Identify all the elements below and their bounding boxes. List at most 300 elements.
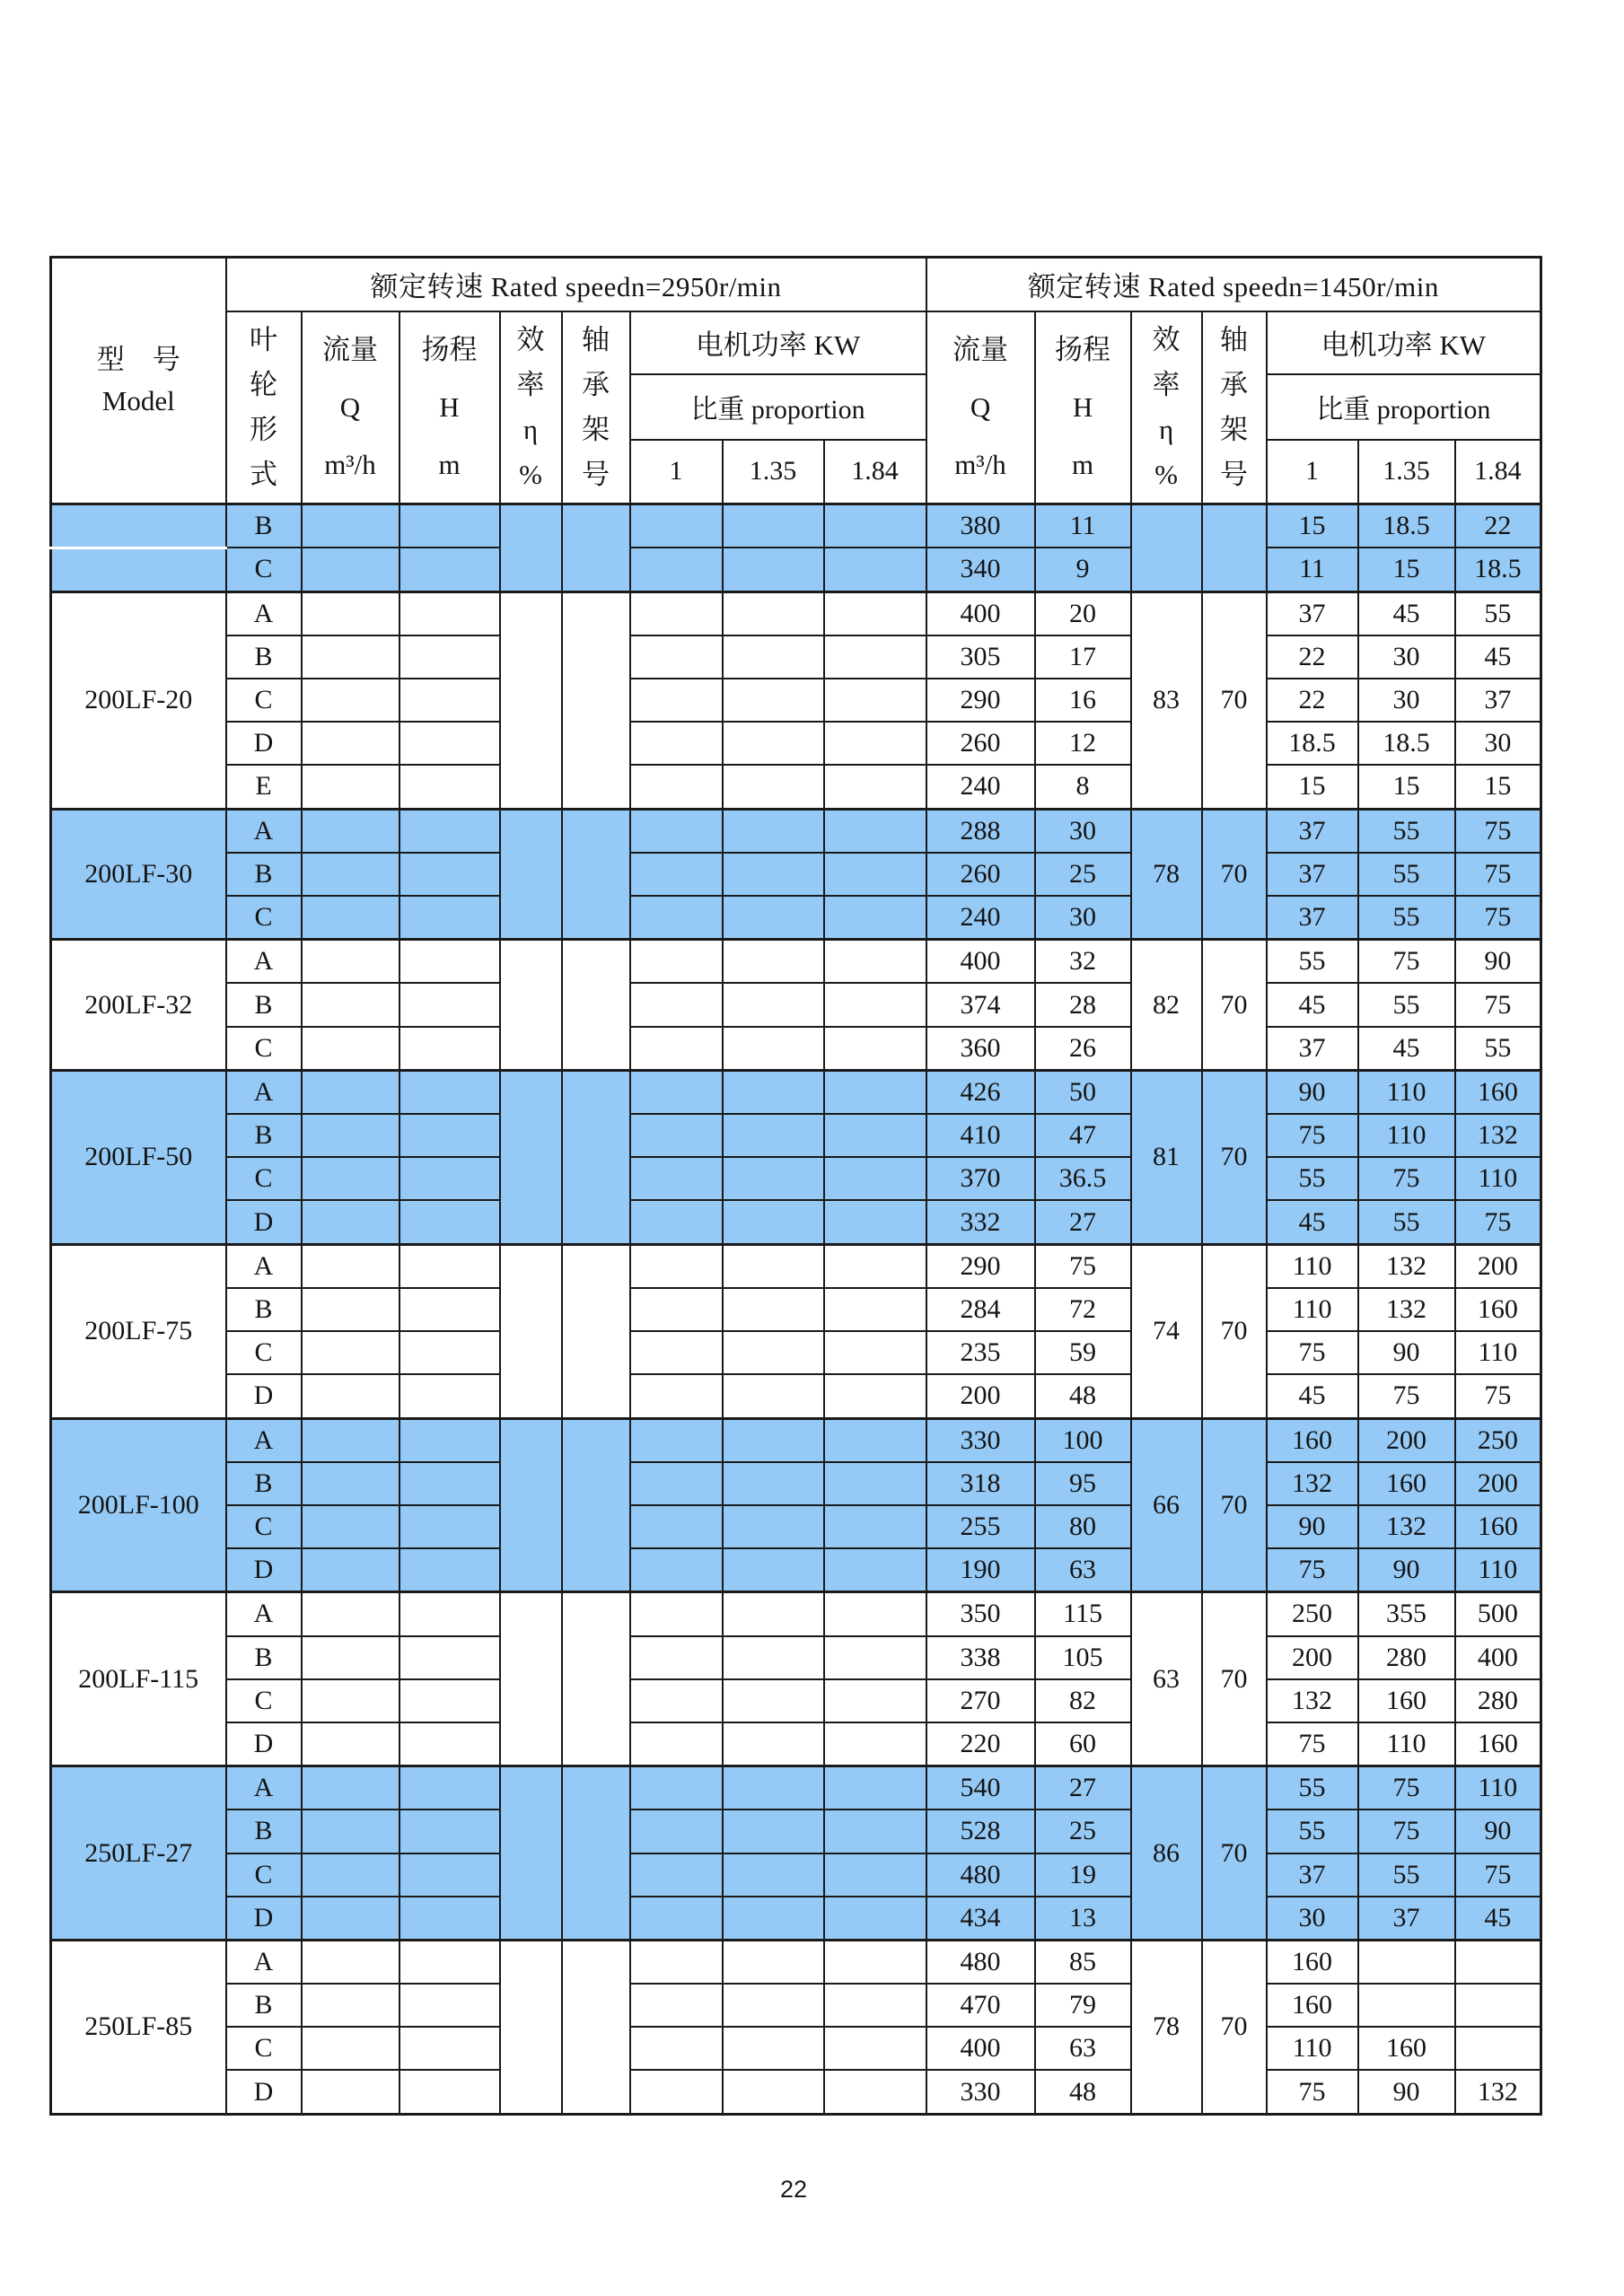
power-1450-ratio1-cell: 160 xyxy=(1267,1940,1358,1984)
power-1450-ratio1-cell: 75 xyxy=(1267,1548,1358,1592)
bearing-1450-cell: 70 xyxy=(1202,1418,1267,1592)
bearing-2950-cell xyxy=(562,809,630,940)
power-1450-ratio1-cell: 45 xyxy=(1267,983,1358,1026)
head-2950-cell xyxy=(399,1462,500,1505)
efficiency-2950-cell xyxy=(500,1070,562,1244)
power-2950-ratio184-cell xyxy=(824,1331,926,1374)
impeller-cell: A xyxy=(226,940,302,984)
efficiency-1450-cell: 86 xyxy=(1131,1766,1202,1941)
head-2950-cell xyxy=(399,1331,500,1374)
head-1450-cell: 9 xyxy=(1035,548,1131,592)
power-2950-ratio1-cell xyxy=(630,1027,723,1071)
flow-1450-cell: 240 xyxy=(926,896,1035,940)
flow-2950-cell xyxy=(302,896,399,940)
head-1450-cell: 30 xyxy=(1035,896,1131,940)
bearing-1450-cell: 70 xyxy=(1202,940,1267,1071)
flow-1450-cell: 350 xyxy=(926,1592,1035,1636)
power-1450-ratio184-cell: 280 xyxy=(1455,1679,1541,1722)
flow-1450-cell: 480 xyxy=(926,1853,1035,1897)
flow-1450-cell: 340 xyxy=(926,548,1035,592)
impeller-cell: A xyxy=(226,1244,302,1288)
flow-1450-cell: 338 xyxy=(926,1636,1035,1679)
impeller-cell: C xyxy=(226,1853,302,1897)
power-2950-ratio135-cell xyxy=(723,1027,824,1071)
impeller-cell: C xyxy=(226,1679,302,1722)
head-1450-cell: 11 xyxy=(1035,504,1131,548)
power-2950-ratio184-cell xyxy=(824,1766,926,1810)
power-1450-ratio135-cell: 160 xyxy=(1358,1679,1455,1722)
bearing-2950-cell xyxy=(562,1766,630,1941)
head-2950-cell xyxy=(399,1810,500,1853)
power-1450-ratio1-cell: 37 xyxy=(1267,809,1358,853)
bearing-2950-cell xyxy=(562,1070,630,1244)
head-2950-cell xyxy=(399,548,500,592)
power-2950-ratio135-cell xyxy=(723,1114,824,1157)
flow-2950-cell xyxy=(302,679,399,722)
power-2950-ratio1-cell xyxy=(630,1897,723,1941)
flow-1450-cell: 240 xyxy=(926,765,1035,809)
power-2950-ratio184-cell xyxy=(824,548,926,592)
efficiency-1450-cell: 78 xyxy=(1131,1940,1202,2114)
power-2950-ratio184-cell xyxy=(824,1636,926,1679)
impeller-cell: B xyxy=(226,1984,302,2027)
head-2950-cell xyxy=(399,896,500,940)
efficiency-1450-cell xyxy=(1131,504,1202,592)
power-1450-ratio1-cell: 55 xyxy=(1267,1766,1358,1810)
power-1450-ratio184-cell: 45 xyxy=(1455,1897,1541,1941)
bearing-1450-cell: 70 xyxy=(1202,1592,1267,1766)
power-2950-ratio184-cell xyxy=(824,1505,926,1548)
power-1450-ratio135-cell: 132 xyxy=(1358,1244,1455,1288)
model-cell: 200LF-32 xyxy=(51,940,226,1071)
model-cell: 200LF-20 xyxy=(51,592,226,809)
flow-1450-cell: 374 xyxy=(926,983,1035,1026)
power-1450-ratio135-cell: 15 xyxy=(1358,765,1455,809)
flow-1450-cell: 270 xyxy=(926,1679,1035,1722)
flow-1450-cell: 255 xyxy=(926,1505,1035,1548)
power-2950-ratio135-cell xyxy=(723,1157,824,1200)
flow-1450-cell: 410 xyxy=(926,1114,1035,1157)
head-2950-cell xyxy=(399,853,500,896)
power-2950-ratio135-cell xyxy=(723,1505,824,1548)
flow-1450-cell: 360 xyxy=(926,1027,1035,1071)
power-2950-ratio135-cell xyxy=(723,1722,824,1766)
head-1450-cell: 48 xyxy=(1035,1374,1131,1418)
efficiency-2950-cell xyxy=(500,1940,562,2114)
power-2950-ratio135-cell xyxy=(723,1200,824,1244)
power-2950-ratio135-cell xyxy=(723,1592,824,1636)
power-2950-ratio184-cell xyxy=(824,765,926,809)
power-2950-ratio1-cell xyxy=(630,1722,723,1766)
efficiency-1450-cell: 78 xyxy=(1131,809,1202,940)
power-1450-ratio135-cell: 55 xyxy=(1358,983,1455,1026)
power-2950-ratio1-cell xyxy=(630,1374,723,1418)
flow-1450-cell: 400 xyxy=(926,2027,1035,2070)
power-1450-ratio1-cell: 132 xyxy=(1267,1679,1358,1722)
flow-2950-cell xyxy=(302,940,399,984)
ratio-1-header-2950: 1 xyxy=(630,440,723,504)
power-1450-ratio1-cell: 37 xyxy=(1267,853,1358,896)
power-1450-ratio135-cell: 45 xyxy=(1358,1027,1455,1071)
bearing-2950-cell xyxy=(562,592,630,809)
flow-2950-cell xyxy=(302,1331,399,1374)
power-1450-ratio135-cell: 75 xyxy=(1358,940,1455,984)
head-1450-cell: 25 xyxy=(1035,853,1131,896)
power-2950-ratio1-cell xyxy=(630,722,723,765)
head-1450-cell: 12 xyxy=(1035,722,1131,765)
flow-2950-cell xyxy=(302,1853,399,1897)
power-1450-ratio1-cell: 90 xyxy=(1267,1505,1358,1548)
head-1450-cell: 80 xyxy=(1035,1505,1131,1548)
power-1450-ratio184-cell: 200 xyxy=(1455,1244,1541,1288)
head-1450-cell: 27 xyxy=(1035,1766,1131,1810)
head-1450-cell: 19 xyxy=(1035,1853,1131,1897)
power-2950-ratio135-cell xyxy=(723,1288,824,1331)
power-2950-ratio1-cell xyxy=(630,2070,723,2114)
bearing-1450-cell: 70 xyxy=(1202,592,1267,809)
model-column-header xyxy=(51,258,226,504)
bearing-2950-cell xyxy=(562,504,630,592)
power-2950-ratio1-cell xyxy=(630,853,723,896)
impeller-cell: A xyxy=(226,1070,302,1114)
flow-2950-cell xyxy=(302,853,399,896)
impeller-cell: C xyxy=(226,896,302,940)
power-1450-ratio184-cell: 200 xyxy=(1455,1462,1541,1505)
flow-2950-cell xyxy=(302,592,399,635)
flow-2950-cell xyxy=(302,1157,399,1200)
power-2950-ratio184-cell xyxy=(824,1070,926,1114)
power-2950-ratio135-cell xyxy=(723,1636,824,1679)
impeller-cell: D xyxy=(226,1722,302,1766)
flow-2950-cell xyxy=(302,1114,399,1157)
head-1450-cell: 28 xyxy=(1035,983,1131,1026)
power-2950-ratio135-cell xyxy=(723,722,824,765)
power-1450-ratio1-cell: 45 xyxy=(1267,1374,1358,1418)
power-2950-ratio184-cell xyxy=(824,2027,926,2070)
head-2950-cell xyxy=(399,1070,500,1114)
power-2950-ratio184-cell xyxy=(824,1853,926,1897)
model-cell: 200LF-30 xyxy=(51,809,226,940)
power-2950-ratio135-cell xyxy=(723,1374,824,1418)
impeller-cell: B xyxy=(226,504,302,548)
power-2950-ratio1-cell xyxy=(630,1288,723,1331)
flow-2950-cell xyxy=(302,1592,399,1636)
power-2950-ratio1-cell xyxy=(630,1679,723,1722)
power-2950-ratio1-cell xyxy=(630,1940,723,1984)
efficiency-2950-cell xyxy=(500,1592,562,1766)
head-1450-cell: 95 xyxy=(1035,1462,1131,1505)
bearing-column-header-1450: 轴 承 架 号 xyxy=(1202,311,1267,504)
head-1450-cell: 47 xyxy=(1035,1114,1131,1157)
section-header-2950: 额定转速 Rated speedn=2950r/min xyxy=(226,258,926,311)
head-1450-cell: 63 xyxy=(1035,1548,1131,1592)
flow-2950-cell xyxy=(302,1722,399,1766)
flow-2950-cell xyxy=(302,1679,399,1722)
power-1450-ratio135-cell: 355 xyxy=(1358,1592,1455,1636)
power-1450-ratio184-cell: 45 xyxy=(1455,635,1541,679)
efficiency-1450-cell: 74 xyxy=(1131,1244,1202,1418)
power-1450-ratio1-cell: 15 xyxy=(1267,765,1358,809)
impeller-cell: D xyxy=(226,2070,302,2114)
power-1450-ratio1-cell: 30 xyxy=(1267,1897,1358,1941)
power-1450-ratio1-cell: 22 xyxy=(1267,635,1358,679)
head-1450-cell: 75 xyxy=(1035,1244,1131,1288)
flow-1450-cell: 318 xyxy=(926,1462,1035,1505)
power-2950-ratio184-cell xyxy=(824,1592,926,1636)
impeller-cell: C xyxy=(226,548,302,592)
head-2950-cell xyxy=(399,1027,500,1071)
head-1450-cell: 30 xyxy=(1035,809,1131,853)
efficiency-column-header-2950: 效 率 η % xyxy=(500,311,562,504)
power-1450-ratio184-cell: 160 xyxy=(1455,1505,1541,1548)
power-1450-ratio1-cell: 45 xyxy=(1267,1200,1358,1244)
power-2950-ratio1-cell xyxy=(630,635,723,679)
head-1450-cell: 36.5 xyxy=(1035,1157,1131,1200)
flow-column-header-1450: 流量 Q m³/h xyxy=(926,311,1035,504)
head-1450-cell: 63 xyxy=(1035,2027,1131,2070)
power-2950-ratio184-cell xyxy=(824,504,926,548)
head-2950-cell xyxy=(399,1722,500,1766)
power-1450-ratio135-cell: 37 xyxy=(1358,1897,1455,1941)
power-2950-ratio1-cell xyxy=(630,765,723,809)
power-2950-ratio184-cell xyxy=(824,1157,926,1200)
power-1450-ratio1-cell: 22 xyxy=(1267,679,1358,722)
power-2950-ratio135-cell xyxy=(723,1418,824,1462)
efficiency-1450-cell: 66 xyxy=(1131,1418,1202,1592)
power-2950-ratio1-cell xyxy=(630,1810,723,1853)
efficiency-column-header-1450: 效 率 η % xyxy=(1131,311,1202,504)
head-2950-cell xyxy=(399,1940,500,1984)
power-1450-ratio1-cell: 37 xyxy=(1267,1853,1358,1897)
ratio-184-header-1450: 1.84 xyxy=(1455,440,1541,504)
flow-2950-cell xyxy=(302,765,399,809)
impeller-cell: B xyxy=(226,853,302,896)
power-1450-ratio135-cell: 55 xyxy=(1358,896,1455,940)
power-1450-ratio1-cell: 160 xyxy=(1267,1984,1358,2027)
power-1450-ratio1-cell: 15 xyxy=(1267,504,1358,548)
power-1450-ratio184-cell: 55 xyxy=(1455,1027,1541,1071)
flow-1450-cell: 480 xyxy=(926,1940,1035,1984)
impeller-cell: B xyxy=(226,1636,302,1679)
power-2950-ratio184-cell xyxy=(824,1897,926,1941)
table-body xyxy=(51,504,1541,2115)
flow-1450-cell: 330 xyxy=(926,2070,1035,2114)
power-1450-ratio184-cell xyxy=(1455,1940,1541,1984)
head-column-header-1450: 扬程 H m xyxy=(1035,311,1131,504)
flow-2950-cell xyxy=(302,635,399,679)
impeller-cell: A xyxy=(226,1418,302,1462)
head-2950-cell xyxy=(399,1853,500,1897)
flow-1450-cell: 288 xyxy=(926,809,1035,853)
power-2950-ratio1-cell xyxy=(630,1157,723,1200)
proportion-header-2950: 比重 proportion xyxy=(630,374,926,440)
head-2950-cell xyxy=(399,2027,500,2070)
flow-1450-cell: 380 xyxy=(926,504,1035,548)
power-2950-ratio135-cell xyxy=(723,1244,824,1288)
flow-2950-cell xyxy=(302,2027,399,2070)
section-header-1450: 额定转速 Rated speedn=1450r/min xyxy=(926,258,1541,311)
power-1450-ratio1-cell: 110 xyxy=(1267,1244,1358,1288)
power-1450-ratio184-cell xyxy=(1455,2027,1541,2070)
power-1450-ratio184-cell: 15 xyxy=(1455,765,1541,809)
impeller-cell: C xyxy=(226,2027,302,2070)
impeller-cell: C xyxy=(226,1157,302,1200)
flow-1450-cell: 528 xyxy=(926,1810,1035,1853)
power-2950-ratio1-cell xyxy=(630,1462,723,1505)
power-2950-ratio135-cell xyxy=(723,983,824,1026)
power-2950-ratio184-cell xyxy=(824,679,926,722)
power-1450-ratio184-cell: 75 xyxy=(1455,983,1541,1026)
head-2950-cell xyxy=(399,1288,500,1331)
flow-1450-cell: 260 xyxy=(926,722,1035,765)
power-2950-ratio184-cell xyxy=(824,853,926,896)
page-number: 22 xyxy=(779,2176,808,2203)
power-2950-ratio184-cell xyxy=(824,592,926,635)
power-1450-ratio135-cell: 15 xyxy=(1358,548,1455,592)
power-1450-ratio1-cell: 110 xyxy=(1267,2027,1358,2070)
power-2950-ratio135-cell xyxy=(723,1548,824,1592)
head-1450-cell: 20 xyxy=(1035,592,1131,635)
power-1450-ratio184-cell: 400 xyxy=(1455,1636,1541,1679)
flow-2950-cell xyxy=(302,1244,399,1288)
power-2950-ratio184-cell xyxy=(824,1462,926,1505)
flow-2950-cell xyxy=(302,1636,399,1679)
power-1450-ratio135-cell: 55 xyxy=(1358,809,1455,853)
head-2950-cell xyxy=(399,1897,500,1941)
flow-column-header-2950: 流量 Q m³/h xyxy=(302,311,399,504)
power-2950-ratio1-cell xyxy=(630,1331,723,1374)
head-2950-cell xyxy=(399,1548,500,1592)
efficiency-1450-cell: 81 xyxy=(1131,1070,1202,1244)
power-1450-ratio1-cell: 250 xyxy=(1267,1592,1358,1636)
power-1450-ratio184-cell: 18.5 xyxy=(1455,548,1541,592)
bearing-2950-cell xyxy=(562,940,630,1071)
power-2950-ratio135-cell xyxy=(723,809,824,853)
head-2950-cell xyxy=(399,504,500,548)
power-2950-ratio1-cell xyxy=(630,1766,723,1810)
power-2950-ratio1-cell xyxy=(630,809,723,853)
flow-2950-cell xyxy=(302,1418,399,1462)
flow-2950-cell xyxy=(302,1897,399,1941)
impeller-cell: B xyxy=(226,1114,302,1157)
flow-1450-cell: 470 xyxy=(926,1984,1035,2027)
impeller-cell: B xyxy=(226,1810,302,1853)
impeller-cell: A xyxy=(226,1940,302,1984)
head-2950-cell xyxy=(399,592,500,635)
power-1450-ratio184-cell: 90 xyxy=(1455,940,1541,984)
power-1450-ratio135-cell: 75 xyxy=(1358,1766,1455,1810)
power-1450-ratio135-cell: 160 xyxy=(1358,2027,1455,2070)
flow-2950-cell xyxy=(302,2070,399,2114)
flow-1450-cell: 370 xyxy=(926,1157,1035,1200)
power-1450-ratio1-cell: 90 xyxy=(1267,1070,1358,1114)
power-1450-ratio1-cell: 75 xyxy=(1267,1722,1358,1766)
power-2950-ratio1-cell xyxy=(630,592,723,635)
impeller-cell: D xyxy=(226,1548,302,1592)
head-column-header-2950: 扬程 H m xyxy=(399,311,500,504)
power-1450-ratio135-cell: 280 xyxy=(1358,1636,1455,1679)
flow-1450-cell: 290 xyxy=(926,679,1035,722)
head-2950-cell xyxy=(399,2070,500,2114)
power-1450-ratio1-cell: 110 xyxy=(1267,1288,1358,1331)
power-1450-ratio184-cell: 160 xyxy=(1455,1288,1541,1331)
power-1450-ratio1-cell: 75 xyxy=(1267,1114,1358,1157)
efficiency-1450-cell: 63 xyxy=(1131,1592,1202,1766)
flow-1450-cell: 220 xyxy=(926,1722,1035,1766)
flow-2950-cell xyxy=(302,1070,399,1114)
efficiency-2950-cell xyxy=(500,592,562,809)
flow-1450-cell: 426 xyxy=(926,1070,1035,1114)
power-2950-ratio1-cell xyxy=(630,1853,723,1897)
power-2950-ratio135-cell xyxy=(723,592,824,635)
power-2950-ratio1-cell xyxy=(630,1244,723,1288)
head-1450-cell: 26 xyxy=(1035,1027,1131,1071)
model-cell xyxy=(51,504,226,548)
power-2950-ratio135-cell xyxy=(723,548,824,592)
efficiency-2950-cell xyxy=(500,504,562,592)
efficiency-2950-cell xyxy=(500,1418,562,1592)
power-2950-ratio135-cell xyxy=(723,1853,824,1897)
power-2950-ratio135-cell xyxy=(723,765,824,809)
power-2950-ratio1-cell xyxy=(630,1418,723,1462)
power-1450-ratio184-cell: 160 xyxy=(1455,1070,1541,1114)
impeller-cell: A xyxy=(226,592,302,635)
model-cell: 200LF-75 xyxy=(51,1244,226,1418)
flow-2950-cell xyxy=(302,1940,399,1984)
power-2950-ratio184-cell xyxy=(824,2070,926,2114)
ratio-184-header-2950: 1.84 xyxy=(824,440,926,504)
impeller-cell: C xyxy=(226,1331,302,1374)
power-1450-ratio135-cell xyxy=(1358,1940,1455,1984)
head-1450-cell: 59 xyxy=(1035,1331,1131,1374)
head-1450-cell: 79 xyxy=(1035,1984,1131,2027)
power-2950-ratio135-cell xyxy=(723,853,824,896)
power-1450-ratio184-cell: 110 xyxy=(1455,1548,1541,1592)
power-2950-ratio135-cell xyxy=(723,1331,824,1374)
power-1450-ratio184-cell: 110 xyxy=(1455,1331,1541,1374)
power-2950-ratio1-cell xyxy=(630,983,723,1026)
flow-1450-cell: 400 xyxy=(926,940,1035,984)
power-2950-ratio135-cell xyxy=(723,2027,824,2070)
bearing-1450-cell: 70 xyxy=(1202,1070,1267,1244)
head-2950-cell xyxy=(399,1636,500,1679)
efficiency-2950-cell xyxy=(500,1244,562,1418)
bearing-2950-cell xyxy=(562,1418,630,1592)
power-2950-ratio135-cell xyxy=(723,1984,824,2027)
flow-2950-cell xyxy=(302,548,399,592)
power-1450-ratio184-cell: 75 xyxy=(1455,1853,1541,1897)
power-2950-ratio135-cell xyxy=(723,896,824,940)
head-1450-cell: 50 xyxy=(1035,1070,1131,1114)
model-cell: 200LF-50 xyxy=(51,1070,226,1244)
power-2950-ratio1-cell xyxy=(630,1200,723,1244)
power-1450-ratio135-cell: 75 xyxy=(1358,1374,1455,1418)
power-1450-ratio184-cell: 75 xyxy=(1455,853,1541,896)
power-2950-ratio1-cell xyxy=(630,1070,723,1114)
flow-2950-cell xyxy=(302,1548,399,1592)
power-1450-ratio1-cell: 11 xyxy=(1267,548,1358,592)
head-2950-cell xyxy=(399,722,500,765)
power-1450-ratio135-cell: 132 xyxy=(1358,1505,1455,1548)
power-1450-ratio184-cell: 90 xyxy=(1455,1810,1541,1853)
power-2950-ratio1-cell xyxy=(630,1592,723,1636)
power-2950-ratio1-cell xyxy=(630,548,723,592)
flow-2950-cell xyxy=(302,809,399,853)
flow-2950-cell xyxy=(302,722,399,765)
model-cell: 200LF-115 xyxy=(51,1592,226,1766)
head-2950-cell xyxy=(399,983,500,1026)
power-1450-ratio184-cell: 75 xyxy=(1455,1374,1541,1418)
